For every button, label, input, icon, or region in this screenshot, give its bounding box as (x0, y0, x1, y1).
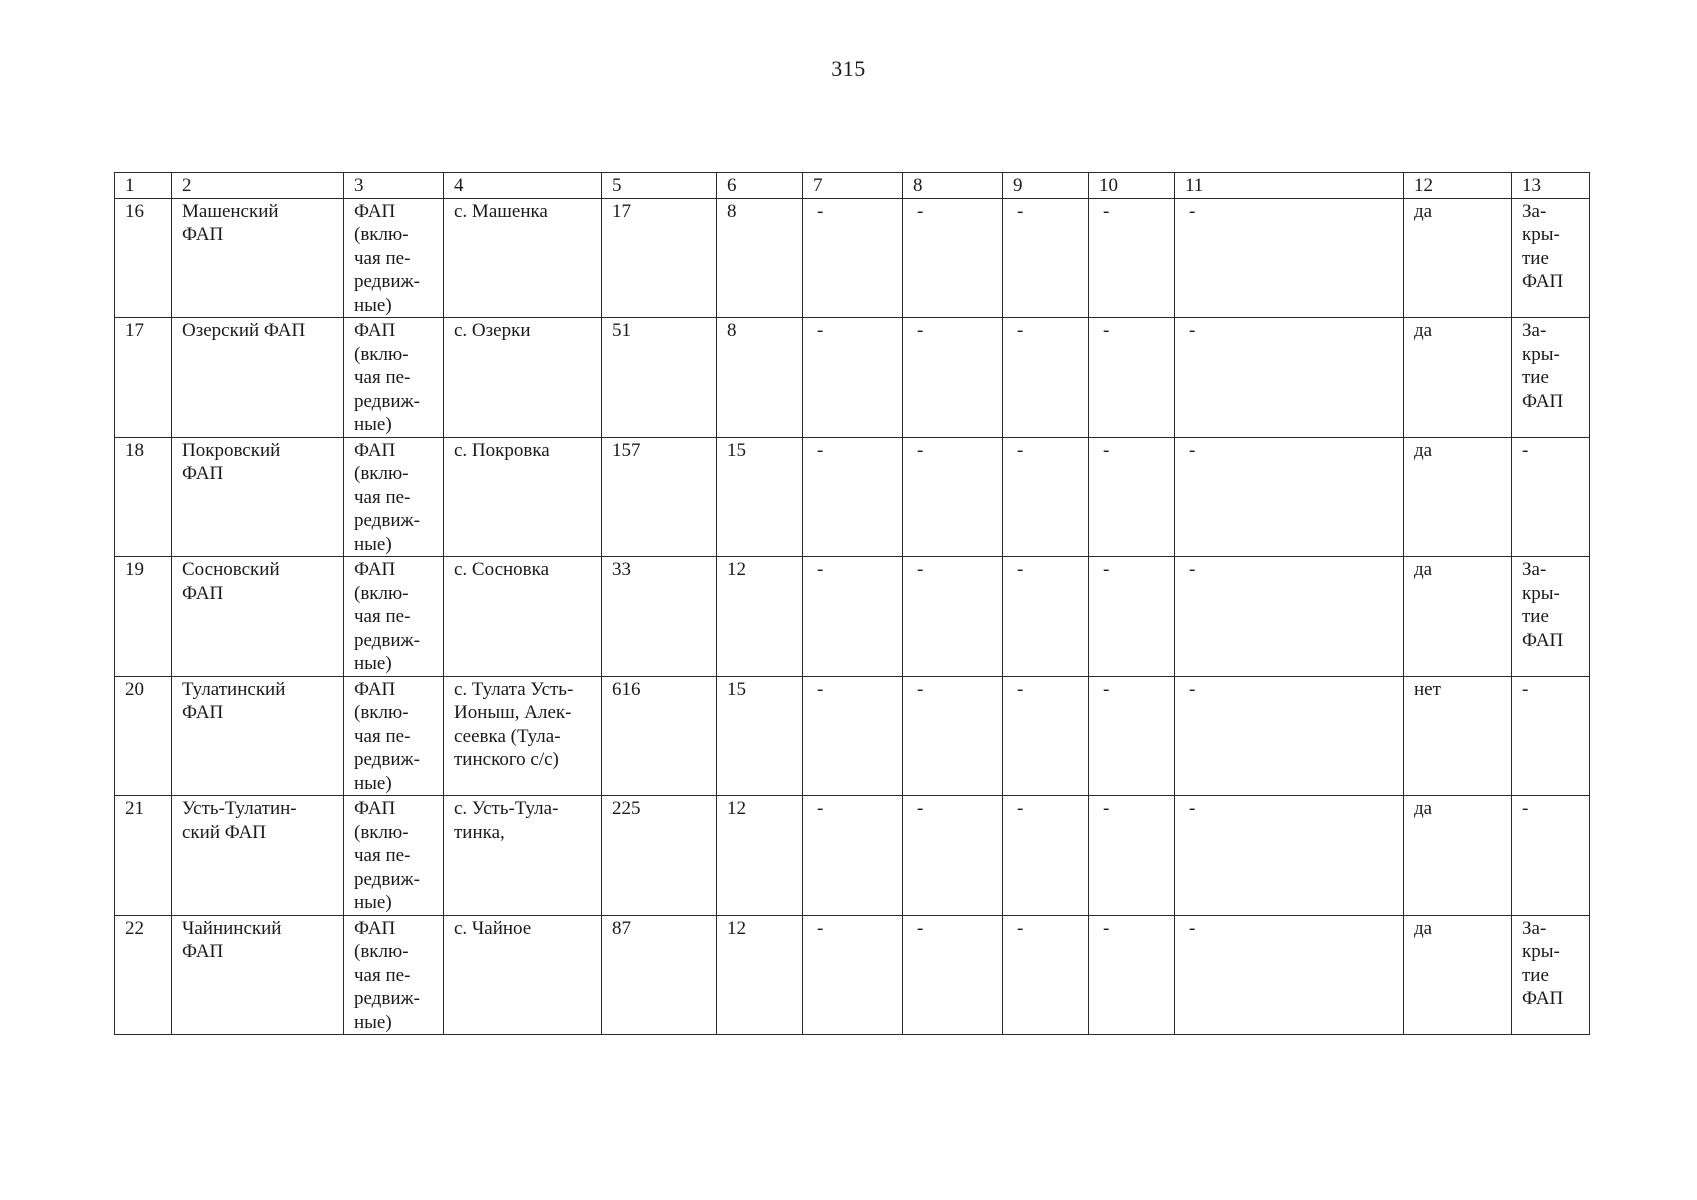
table-row (115, 318, 1590, 438)
cell-line: тие (1522, 247, 1549, 269)
column-11-cell: - (1175, 676, 1404, 796)
cell-line: редвиж- (354, 510, 420, 531)
facility-type-cell (344, 318, 444, 438)
cell-line: чая пе- (354, 725, 411, 747)
column-number-header: 1 (115, 173, 172, 199)
column-9-cell: - (1003, 796, 1089, 916)
cell-line: Чайнинский (182, 917, 282, 939)
cell-line: ФАП (1522, 629, 1564, 651)
cell-line: с. Машенка (454, 200, 548, 222)
cell-line: сеевка (Тула- (454, 725, 561, 747)
column-12-cell: да (1404, 915, 1512, 1035)
column-number-header: 4 (444, 173, 602, 199)
cell-line: кры- (1522, 224, 1560, 245)
page-number: 315 (831, 56, 866, 81)
cell-line: с. Тулата Усть- (454, 678, 574, 700)
column-13-cell (1512, 796, 1590, 916)
cell-line: За- (1522, 320, 1547, 341)
facility-type-cell (344, 915, 444, 1035)
column-number-header: 6 (717, 173, 803, 199)
cell-line: Озерский ФАП (182, 320, 306, 341)
population-cell: 225 (602, 796, 717, 916)
column-10-cell: - (1089, 198, 1175, 318)
cell-line: ФАП (354, 917, 396, 939)
column-10-cell: - (1089, 796, 1175, 916)
cell-line: редвиж- (354, 390, 420, 412)
cell-line: ФАП (1522, 271, 1564, 292)
facility-name-cell (172, 437, 344, 557)
population-cell: 87 (602, 915, 717, 1035)
cell-line: За- (1522, 200, 1547, 222)
settlement-cell (444, 676, 602, 796)
cell-line: чая пе- (354, 845, 411, 866)
distance-cell: 12 (717, 915, 803, 1035)
cell-line: (вклю- (354, 224, 409, 245)
cell-line: ФАП (182, 941, 224, 962)
cell-line: редвиж- (354, 629, 420, 651)
column-13-cell (1512, 198, 1590, 318)
cell-line: чая пе- (354, 964, 411, 986)
cell-line: ФАП (182, 463, 224, 484)
column-8-cell: - (903, 318, 1003, 438)
column-number-header: 9 (1003, 173, 1089, 199)
table-row (115, 676, 1590, 796)
column-11-cell: - (1175, 437, 1404, 557)
column-13-cell (1512, 318, 1590, 438)
cell-line: За- (1522, 917, 1547, 939)
settlement-cell (444, 198, 602, 318)
cell-line: ные) (354, 653, 392, 674)
cell-line: редвиж- (354, 271, 420, 292)
facility-name-cell (172, 318, 344, 438)
column-number-header: 10 (1089, 173, 1175, 199)
column-12-cell: да (1404, 437, 1512, 557)
table-row (115, 437, 1590, 557)
cell-line: редвиж- (354, 988, 420, 1009)
settlement-cell (444, 437, 602, 557)
cell-line: ФАП (354, 678, 396, 700)
cell-line: - (1522, 798, 1529, 819)
row-number-cell: 21 (115, 796, 172, 916)
column-7-cell: - (803, 915, 903, 1035)
column-7-cell: - (803, 437, 903, 557)
cell-line: (вклю- (354, 582, 409, 604)
column-7-cell: - (803, 796, 903, 916)
column-13-cell (1512, 915, 1590, 1035)
cell-line: ФАП (182, 224, 224, 245)
facility-name-cell (172, 557, 344, 677)
column-number-header: 2 (172, 173, 344, 199)
column-8-cell: - (903, 676, 1003, 796)
column-9-cell: - (1003, 437, 1089, 557)
facility-name-cell (172, 198, 344, 318)
settlement-cell (444, 318, 602, 438)
column-8-cell: - (903, 557, 1003, 677)
cell-line: редвиж- (354, 749, 420, 770)
cell-line: тие (1522, 606, 1549, 627)
cell-line: (вклю- (354, 702, 409, 723)
table-row (115, 796, 1590, 916)
cell-line: с. Сосновка (454, 559, 550, 580)
column-number-header: 3 (344, 173, 444, 199)
cell-line: кры- (1522, 582, 1560, 604)
population-cell: 17 (602, 198, 717, 318)
population-cell: 33 (602, 557, 717, 677)
cell-line: чая пе- (354, 606, 411, 627)
column-11-cell: - (1175, 915, 1404, 1035)
cell-line: Покровский (182, 439, 281, 461)
cell-line: с. Усть-Тула- (454, 798, 559, 819)
column-7-cell: - (803, 198, 903, 318)
facilities-table (114, 172, 1590, 1035)
column-7-cell: - (803, 318, 903, 438)
cell-line: тие (1522, 367, 1549, 388)
cell-line: чая пе- (354, 367, 411, 388)
table-row (115, 915, 1590, 1035)
row-number-cell: 16 (115, 198, 172, 318)
cell-line: тинского с/с) (454, 749, 559, 770)
facility-type-cell (344, 437, 444, 557)
cell-line: с. Чайное (454, 917, 532, 939)
column-9-cell: - (1003, 915, 1089, 1035)
column-12-cell: да (1404, 198, 1512, 318)
distance-cell: 12 (717, 796, 803, 916)
column-number-header: 8 (903, 173, 1003, 199)
column-number-header: 11 (1175, 173, 1404, 199)
column-7-cell: - (803, 557, 903, 677)
column-11-cell: - (1175, 557, 1404, 677)
column-9-cell: - (1003, 557, 1089, 677)
facility-type-cell (344, 198, 444, 318)
cell-line: ФАП (354, 798, 396, 819)
cell-line: чая пе- (354, 247, 411, 269)
cell-line: ные) (354, 892, 392, 913)
cell-line: - (1522, 678, 1529, 700)
column-10-cell: - (1089, 676, 1175, 796)
column-number-header: 7 (803, 173, 903, 199)
cell-line: чая пе- (354, 486, 411, 508)
cell-line: За- (1522, 559, 1547, 580)
cell-line: ФАП (1522, 390, 1564, 412)
distance-cell: 8 (717, 318, 803, 438)
column-number-header: 5 (602, 173, 717, 199)
facility-type-cell (344, 796, 444, 916)
cell-line: - (1522, 439, 1529, 461)
column-8-cell: - (903, 437, 1003, 557)
cell-line: ФАП (354, 200, 396, 222)
cell-line: Сосновский (182, 559, 280, 580)
settlement-cell (444, 796, 602, 916)
column-12-cell: да (1404, 557, 1512, 677)
cell-line: с. Покровка (454, 439, 550, 461)
facility-name-cell (172, 676, 344, 796)
row-number-cell: 20 (115, 676, 172, 796)
facility-name-cell (172, 915, 344, 1035)
cell-line: ФАП (182, 702, 224, 723)
table-row (115, 198, 1590, 318)
cell-line: тинка, (454, 821, 505, 843)
settlement-cell (444, 915, 602, 1035)
cell-line: Машенский (182, 200, 279, 222)
column-11-cell: - (1175, 796, 1404, 916)
column-number-header: 13 (1512, 173, 1590, 199)
cell-line: редвиж- (354, 868, 420, 890)
column-12-cell: да (1404, 796, 1512, 916)
column-13-cell (1512, 557, 1590, 677)
cell-line: (вклю- (354, 941, 409, 962)
cell-line: (вклю- (354, 821, 409, 843)
column-9-cell: - (1003, 676, 1089, 796)
column-13-cell (1512, 437, 1590, 557)
cell-line: кры- (1522, 343, 1560, 365)
settlement-cell (444, 557, 602, 677)
column-number-header: 12 (1404, 173, 1512, 199)
column-10-cell: - (1089, 915, 1175, 1035)
cell-line: с. Озерки (454, 320, 531, 341)
cell-line: ФАП (354, 320, 396, 341)
cell-line: ФАП (182, 582, 224, 604)
population-cell: 157 (602, 437, 717, 557)
facility-type-cell (344, 676, 444, 796)
cell-line: (вклю- (354, 463, 409, 484)
facility-name-cell (172, 796, 344, 916)
column-9-cell: - (1003, 318, 1089, 438)
column-9-cell: - (1003, 198, 1089, 318)
cell-line: ский ФАП (182, 821, 267, 843)
column-7-cell: - (803, 676, 903, 796)
column-12-cell: да (1404, 318, 1512, 438)
cell-line: Ионыш, Алек- (454, 702, 572, 723)
column-8-cell: - (903, 796, 1003, 916)
column-13-cell (1512, 676, 1590, 796)
row-number-cell: 19 (115, 557, 172, 677)
column-11-cell: - (1175, 198, 1404, 318)
cell-line: Усть-Тулатин- (182, 798, 297, 819)
cell-line: (вклю- (354, 343, 409, 365)
distance-cell: 8 (717, 198, 803, 318)
column-10-cell: - (1089, 557, 1175, 677)
column-10-cell: - (1089, 437, 1175, 557)
cell-line: ные) (354, 533, 392, 555)
column-8-cell: - (903, 915, 1003, 1035)
cell-line: тие (1522, 964, 1549, 986)
cell-line: ные) (354, 772, 392, 794)
row-number-cell: 17 (115, 318, 172, 438)
distance-cell: 12 (717, 557, 803, 677)
cell-line: ФАП (354, 439, 396, 461)
population-cell: 51 (602, 318, 717, 438)
cell-line: ФАП (1522, 988, 1564, 1009)
population-cell: 616 (602, 676, 717, 796)
cell-line: Тулатинский (182, 678, 286, 700)
facility-type-cell (344, 557, 444, 677)
cell-line: ные) (354, 294, 392, 316)
cell-line: ные) (354, 414, 392, 435)
table-header-row (115, 173, 1590, 199)
distance-cell: 15 (717, 437, 803, 557)
distance-cell: 15 (717, 676, 803, 796)
cell-line: кры- (1522, 941, 1560, 962)
row-number-cell: 18 (115, 437, 172, 557)
cell-line: ФАП (354, 559, 396, 580)
column-11-cell: - (1175, 318, 1404, 438)
column-10-cell: - (1089, 318, 1175, 438)
cell-line: ные) (354, 1011, 392, 1033)
column-12-cell: нет (1404, 676, 1512, 796)
row-number-cell: 22 (115, 915, 172, 1035)
table-row (115, 557, 1590, 677)
column-8-cell: - (903, 198, 1003, 318)
